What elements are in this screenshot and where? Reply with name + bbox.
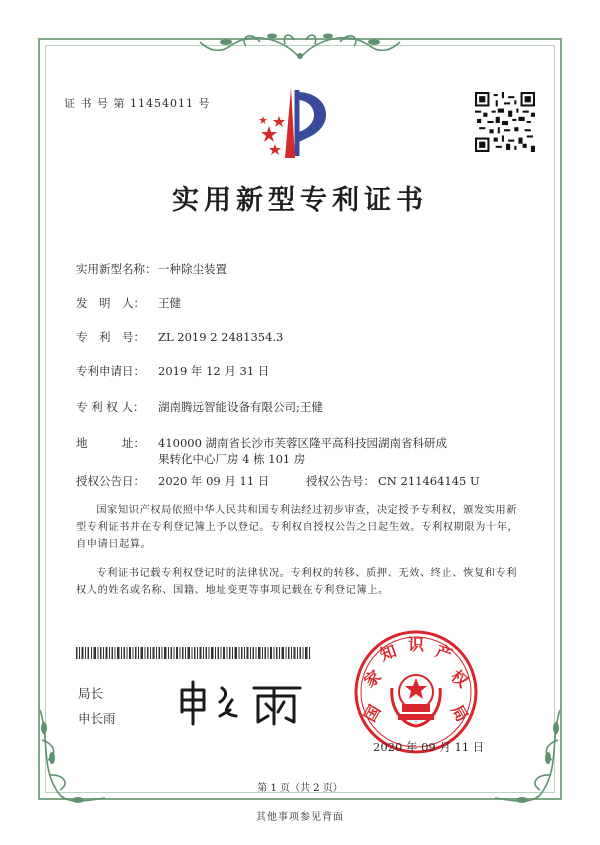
announcement-date-label: 授权公告日： bbox=[76, 474, 145, 488]
field-value-patentee: 湖南腾远智能设备有限公司;王健 bbox=[158, 400, 323, 414]
svg-text:权: 权 bbox=[447, 666, 472, 692]
field-value-patent-number: ZL 2019 2 2481354.3 bbox=[158, 330, 284, 344]
page-number: 第 1 页（共 2 页） bbox=[257, 783, 343, 794]
field-value-application-date: 2019 年 12 月 31 日 bbox=[158, 364, 270, 378]
field-label-application-date: 专利申请日： bbox=[76, 364, 145, 378]
legal-status-paragraph: 专利证书记载专利权登记时的法律状况。专利权的转移、质押、无效、终止、恢复和专利权人的姓名或名称、国籍、地址变更等事项记载在专利登记簿上。 bbox=[76, 568, 518, 596]
announcement-date-value: 2020 年 09 月 11 日 bbox=[158, 474, 270, 488]
field-value-address-line2: 果转化中心厂房 4 栋 101 房 bbox=[158, 452, 306, 466]
certificate-title: 实用新型专利证书 bbox=[172, 185, 428, 216]
handwritten-signature-icon bbox=[176, 678, 306, 728]
field-label-address: 地 址： bbox=[76, 436, 145, 450]
field-label-utility-name: 实用新型名称： bbox=[76, 262, 157, 276]
svg-text:识: 识 bbox=[407, 635, 425, 654]
field-label-patent-number: 专 利 号： bbox=[76, 330, 145, 344]
announcement-number-value: CN 211464145 U bbox=[378, 474, 480, 488]
svg-text:家: 家 bbox=[360, 666, 385, 692]
announcement-number-label: 授权公告号： bbox=[306, 474, 375, 488]
director-name: 申长雨 bbox=[78, 711, 116, 726]
seal-date: 2020 年 09 月 11 日 bbox=[373, 740, 485, 754]
grant-paragraph: 国家知识产权局依照中华人民共和国专利法经过初步审查，决定授予专利权，颁发实用新型专利证书并在专利登记簿上予以登记。专利权自授权公告之日起生效。专利权期限为十年，自申请日起算。 bbox=[76, 505, 519, 550]
svg-text:产: 产 bbox=[433, 641, 455, 665]
field-value-address-line1: 410000 湖南省长沙市芙蓉区隆平高科技园湖南省科研成 bbox=[158, 436, 448, 450]
field-label-patentee: 专 利 权 人： bbox=[76, 400, 145, 414]
director-title: 局长 bbox=[78, 686, 104, 701]
qr-code-icon bbox=[475, 92, 535, 152]
svg-text:局: 局 bbox=[447, 701, 472, 725]
field-value-utility-name: 一种除尘装置 bbox=[158, 262, 227, 276]
official-seal-icon bbox=[352, 628, 480, 756]
field-value-inventor: 王健 bbox=[158, 296, 181, 310]
svg-text:国: 国 bbox=[360, 701, 385, 725]
svg-text:知: 知 bbox=[377, 641, 399, 665]
footer-note: 其他事项参见背面 bbox=[256, 812, 344, 823]
certificate-number: 证 书 号 第 11454011 号 bbox=[64, 97, 211, 110]
cnipa-logo-icon bbox=[255, 86, 345, 166]
field-label-inventor: 发 明 人： bbox=[76, 296, 145, 310]
barcode-icon bbox=[76, 647, 312, 659]
top-ornament bbox=[190, 28, 410, 64]
